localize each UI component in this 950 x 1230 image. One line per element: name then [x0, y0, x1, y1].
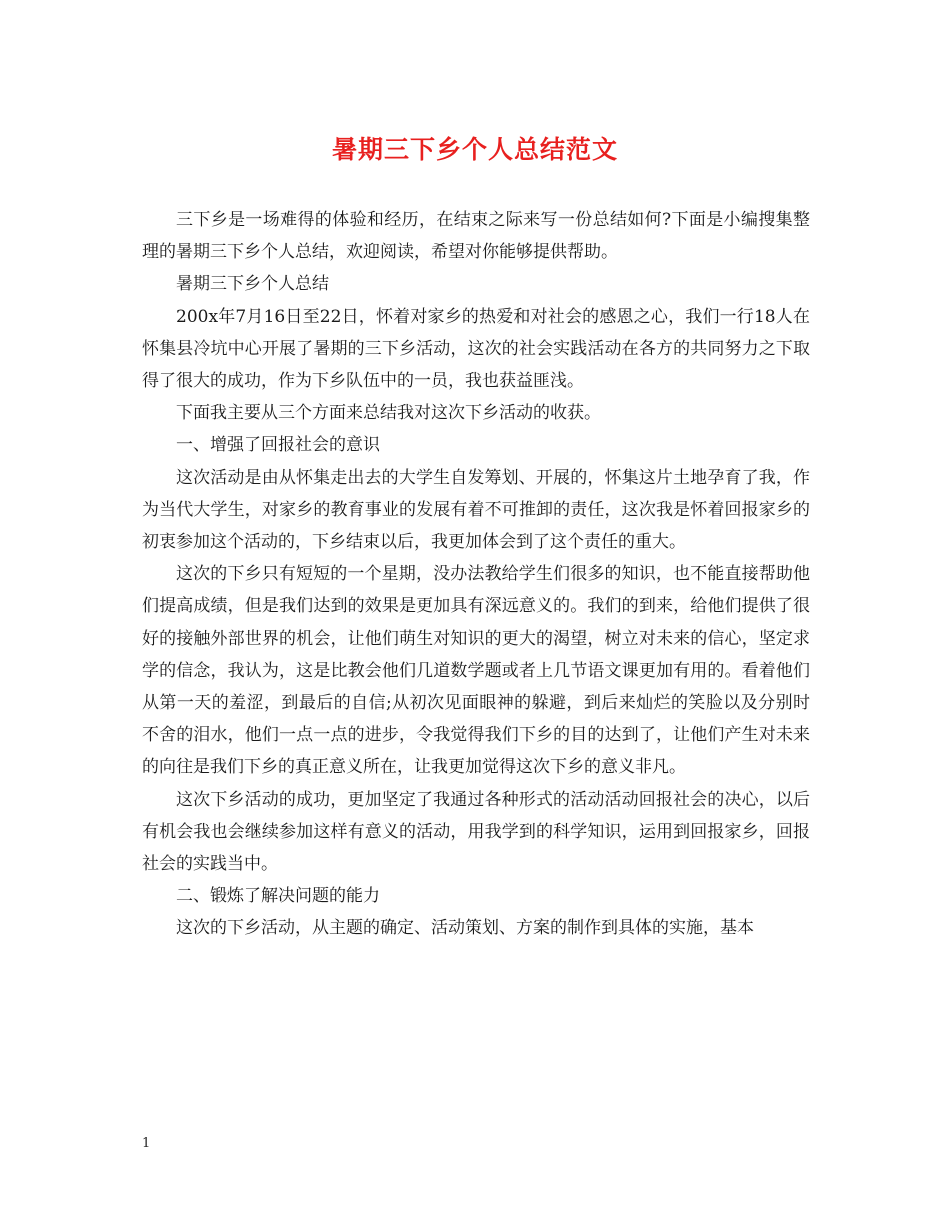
document-title: 暑期三下乡个人总结范文: [331, 135, 618, 164]
paragraph: 200x年7月16日至22日，怀着对家乡的热爱和对社会的感恩之心，我们一行18人在怀集县冷坑中心开展了暑期的三下乡活动，这次的社会实践活动在各方的共同努力之下取得了很大的成功，作为下乡队伍中的一员，我也获益匪浅。: [142, 306, 810, 392]
document-body: [142, 204, 810, 945]
paragraph: 这次活动是由从怀集走出去的大学生自发筹划、开展的，怀集这片土地孕育了我，作为当代大学生，对家乡的教育事业的发展有着不可推卸的责任，这次我是怀着回报家乡的初衷参加这个活动的，下乡结束以后，我更加体会到了这个责任的重大。: [142, 467, 810, 553]
page-number: 1: [142, 1136, 151, 1151]
paragraph: 这次的下乡活动，从主题的确定、活动策划、方案的制作到具体的实施，基本: [176, 918, 754, 939]
paragraph: 三下乡是一场难得的体验和经历，在结束之际来写一份总结如何?下面是小编搜集整理的暑期三下乡个人总结，欢迎阅读，希望对你能够提供帮助。: [142, 210, 810, 263]
section-heading: 一、增强了回报社会的意识: [176, 435, 380, 456]
paragraph: 这次下乡活动的成功，更加坚定了我通过各种形式的活动活动回报社会的决心，以后有机会我也会继续参加这样有意义的活动，用我学到的科学知识，运用到回报家乡，回报社会的实践当中。: [142, 789, 810, 875]
paragraph: 下面我主要从三个方面来总结我对这次下乡活动的收获。: [176, 403, 601, 424]
paragraph: 这次的下乡只有短短的一个星期，没办法教给学生们很多的知识，也不能直接帮助他们提高成绩，但是我们达到的效果是更加具有深远意义的。我们的到来，给他们提供了很好的接触外部世界的机会，让他们萌生对知识的更大的渴望，树立对未来的信心，坚定求学的信念，我认为，这是比教会他们几道数学题或者上几节语文课更加有用的。看着他们从第一天的羞涩，到最后的自信;从初次见面眼神的躲避，到后来灿烂的笑脸以及分别时不舍的泪水，他们一点一点的进步，令我觉得我们下乡的目的达到了，让他们产生对未来的向往是我们下乡的真正意义所在，让我更加觉得这次下乡的意义非凡。: [142, 564, 810, 778]
section-heading: 二、锻炼了解决问题的能力: [176, 886, 380, 907]
paragraph: 暑期三下乡个人总结: [176, 274, 329, 295]
